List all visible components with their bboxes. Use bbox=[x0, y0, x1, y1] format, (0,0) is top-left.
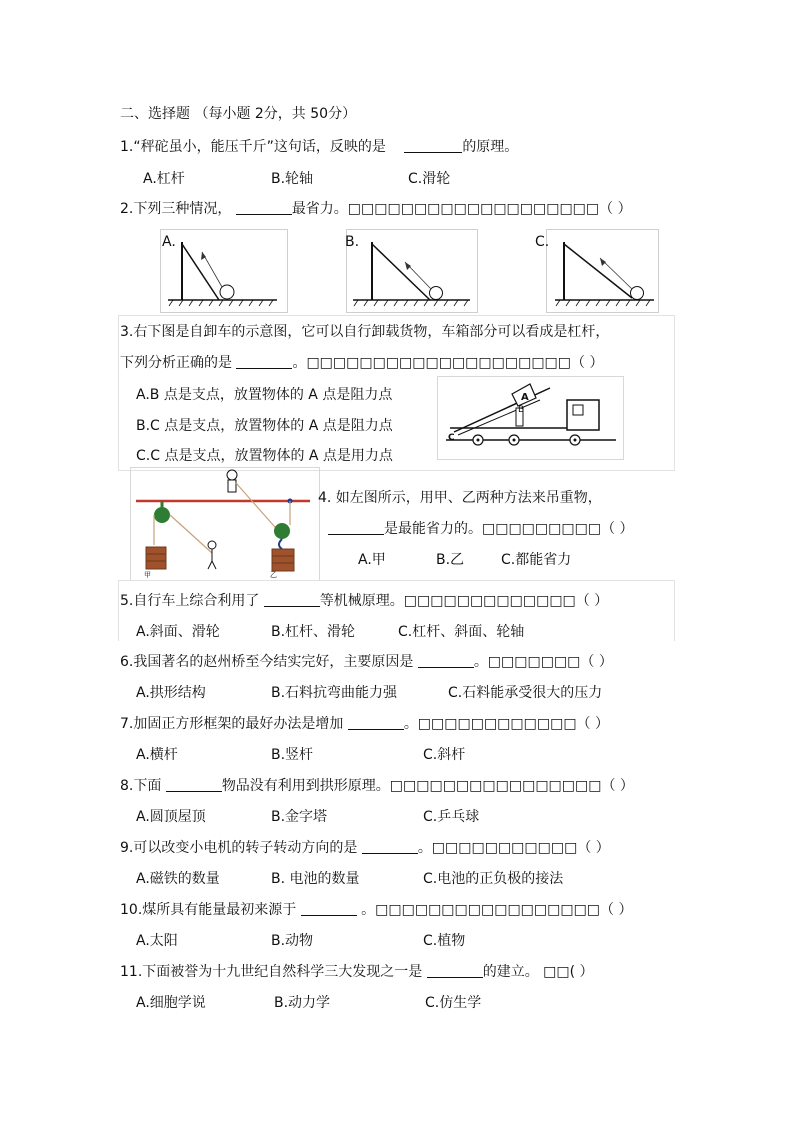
answer-paren: （ ） bbox=[571, 355, 604, 371]
q6-option-c: C.石料能承受很大的压力 bbox=[448, 685, 603, 701]
figure-label-b: B bbox=[518, 405, 525, 415]
q1-option-a: A.杠杆 bbox=[143, 171, 185, 187]
question-8-text-b: 物品没有利用到拱形原理。□□□□□□□□□□□□□□□□ bbox=[221, 778, 602, 794]
q4-option-a: A.甲 bbox=[358, 552, 386, 568]
q7-option-c: C.斜杆 bbox=[423, 747, 466, 763]
question-10-text-b: 。□□□□□□□□□□□□□□□□□ bbox=[356, 902, 601, 918]
q11-option-b: B.动力学 bbox=[274, 995, 331, 1011]
question-2 bbox=[120, 199, 632, 219]
question-4 bbox=[328, 519, 634, 539]
figure-label-c: C bbox=[448, 433, 455, 443]
dump-truck-diagram bbox=[440, 378, 620, 458]
q11-option-a: A.细胞学说 bbox=[136, 995, 206, 1011]
answer-blank bbox=[348, 715, 404, 730]
answer-blank bbox=[264, 592, 320, 607]
answer-blank bbox=[236, 354, 292, 369]
question-9-text-b: 。□□□□□□□□□□□ bbox=[417, 840, 578, 856]
answer-paren: （ ） bbox=[576, 716, 609, 732]
question-11-text-a: 11.下面被誉为十九世纪自然科学三大发现之一是 bbox=[120, 964, 427, 980]
question-2-text-b: 最省力。□□□□□□□□□□□□□□□□□□□ bbox=[291, 201, 600, 217]
q10-option-a: A.太阳 bbox=[136, 933, 178, 949]
q7-option-b: B.竖杆 bbox=[271, 747, 314, 763]
q10-option-c: C.植物 bbox=[423, 933, 466, 949]
q3-option-c: C.C 点是支点，放置物体的 A 点是用力点 bbox=[136, 448, 393, 464]
question-3 bbox=[120, 353, 603, 373]
q6-option-a: A.拱形结构 bbox=[136, 685, 206, 701]
question-4-line1: 4. 如左图所示，用甲、乙两种方法来吊重物， bbox=[318, 490, 602, 506]
answer-paren: ( ） bbox=[569, 964, 594, 980]
question-6 bbox=[120, 652, 613, 672]
incline-diagram-c bbox=[552, 240, 656, 310]
question-1 bbox=[120, 137, 518, 157]
q11-option-c: C.仿生学 bbox=[425, 995, 482, 1011]
q2-option-c: C. bbox=[535, 234, 550, 250]
q6-option-b: B.石料抗弯曲能力强 bbox=[271, 685, 398, 701]
question-6-text-a: 6.我国著名的赵州桥至今结实完好，主要原因是 bbox=[120, 654, 418, 670]
question-5-text-a: 5.自行车上综合利用了 bbox=[120, 593, 264, 609]
question-1-text-a: 1.“秤砣虽小，能压千斤”这句话，反映的是 bbox=[120, 139, 391, 155]
q1-option-c: C.滑轮 bbox=[408, 171, 451, 187]
answer-paren: （ ） bbox=[600, 902, 633, 918]
question-3-line1: 3.右下图是自卸车的示意图，它可以自行卸载货物，车箱部分可以看成是杠杆， bbox=[120, 324, 610, 340]
q8-option-b: B.金字塔 bbox=[271, 809, 328, 825]
q4-option-c: C.都能省力 bbox=[501, 552, 572, 568]
section-title: 二、选择题 （每小题 2分，共 50分） bbox=[120, 106, 357, 122]
answer-blank bbox=[236, 200, 292, 215]
pulley-diagram bbox=[132, 469, 318, 579]
answer-blank bbox=[301, 901, 357, 916]
question-7-text-b: 。□□□□□□□□□□□□ bbox=[403, 716, 577, 732]
incline-diagram-a bbox=[165, 240, 285, 310]
q2-option-b: B. bbox=[345, 234, 360, 250]
question-6-text-b: 。□□□□□□□ bbox=[473, 654, 581, 670]
question-9-text-a: 9.可以改变小电机的转子转动方向的是 bbox=[120, 840, 362, 856]
answer-blank bbox=[328, 520, 384, 535]
question-7-text-a: 7.加固正方形框架的最好办法是增加 bbox=[120, 716, 348, 732]
answer-paren: （ ） bbox=[601, 521, 634, 537]
incline-diagram-b bbox=[350, 240, 474, 310]
answer-paren: （ ） bbox=[580, 654, 613, 670]
q1-option-b: B.轮轴 bbox=[271, 171, 314, 187]
question-10 bbox=[120, 900, 633, 920]
question-8 bbox=[120, 776, 634, 796]
figure-label-jia: 甲 bbox=[144, 571, 151, 579]
q2-option-a: A. bbox=[162, 234, 176, 250]
figure-label-yi: 乙 bbox=[270, 571, 277, 579]
q8-option-c: C.乒乓球 bbox=[423, 809, 480, 825]
question-5 bbox=[120, 591, 608, 611]
question-3-text-a: 下列分析正确的是 bbox=[120, 355, 237, 371]
q7-option-a: A.横杆 bbox=[136, 747, 178, 763]
answer-paren: （ ） bbox=[577, 840, 610, 856]
answer-paren: （ ） bbox=[601, 778, 634, 794]
q9-option-a: A.磁铁的数量 bbox=[136, 871, 220, 887]
question-9 bbox=[120, 838, 610, 858]
q4-option-b: B.乙 bbox=[436, 552, 465, 568]
q5-option-b: B.杠杆、滑轮 bbox=[271, 624, 356, 640]
question-11 bbox=[120, 962, 594, 982]
question-7 bbox=[120, 714, 609, 734]
answer-blank bbox=[166, 777, 222, 792]
answer-paren: （ ） bbox=[599, 201, 632, 217]
answer-blank bbox=[427, 963, 483, 978]
question-1-text-b: 的原理。 bbox=[462, 139, 519, 155]
q9-option-c: C.电池的正负极的接法 bbox=[423, 871, 564, 887]
q8-option-a: A.圆顶屋顶 bbox=[136, 809, 206, 825]
q10-option-b: B.动物 bbox=[271, 933, 314, 949]
q3-option-b: B.C 点是支点，放置物体的 A 点是阻力点 bbox=[136, 418, 393, 434]
question-5-text-b: 等机械原理。□□□□□□□□□□□□□ bbox=[319, 593, 576, 609]
question-8-text-a: 8.下面 bbox=[120, 778, 166, 794]
question-11-text-b: 的建立。 □□ bbox=[482, 964, 570, 980]
question-4-text: 是最能省力的。□□□□□□□□□ bbox=[384, 521, 602, 537]
q5-option-c: C.杠杆、斜面、轮轴 bbox=[398, 624, 525, 640]
q9-option-b: B. 电池的数量 bbox=[271, 871, 360, 887]
answer-blank bbox=[404, 138, 462, 153]
answer-paren: （ ） bbox=[575, 593, 609, 609]
question-2-text-a: 2.下列三种情况， bbox=[120, 201, 236, 217]
question-3-text-b: 。□□□□□□□□□□□□□□□□□□□□ bbox=[292, 355, 572, 371]
figure-label-a: A bbox=[521, 392, 529, 403]
question-10-text-a: 10.煤所具有能量最初来源于 bbox=[120, 902, 301, 918]
answer-blank bbox=[362, 839, 418, 854]
q5-option-a: A.斜面、滑轮 bbox=[136, 624, 220, 640]
q3-option-a: A.B 点是支点，放置物体的 A 点是阻力点 bbox=[136, 387, 393, 403]
answer-blank bbox=[418, 653, 474, 668]
